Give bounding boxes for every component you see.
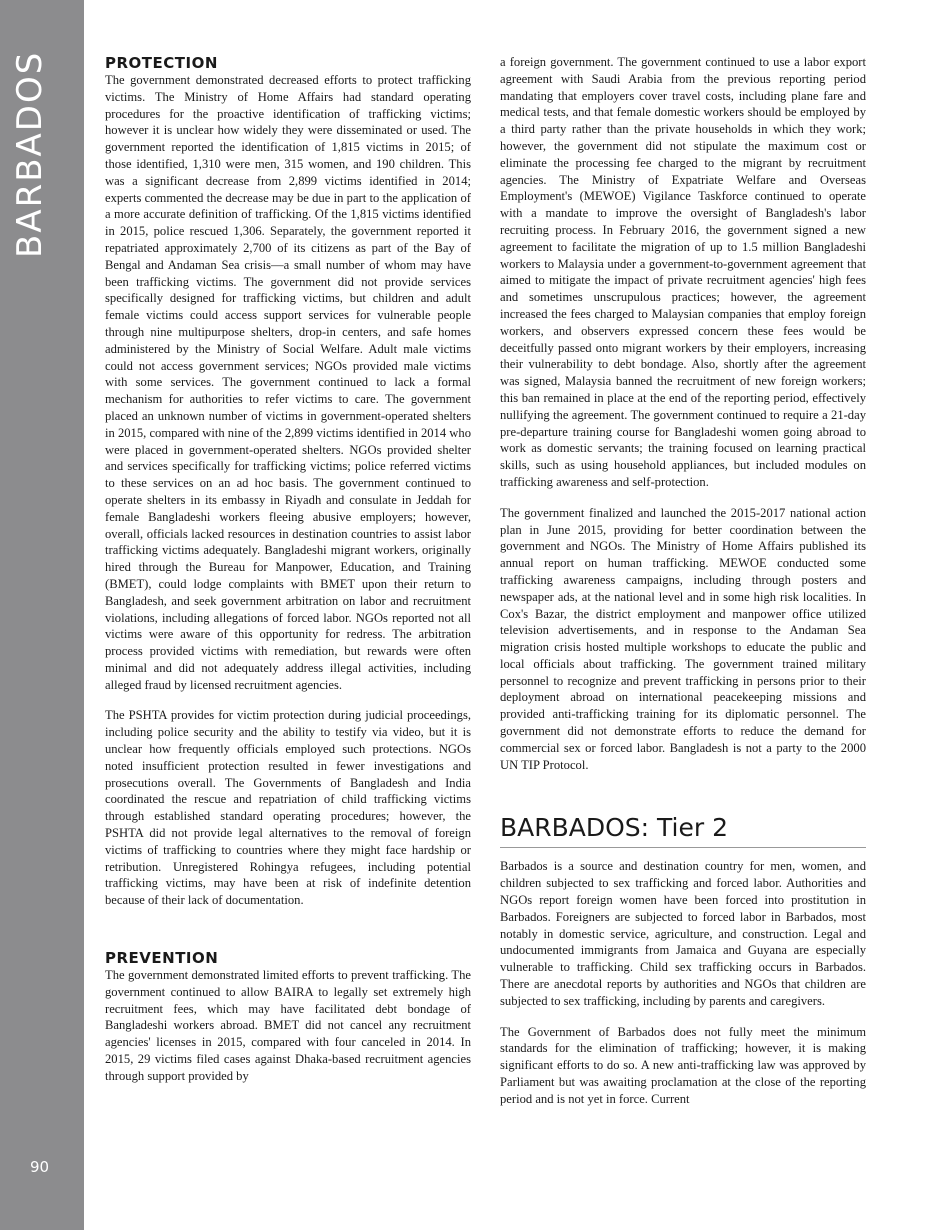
prevention-heading: PREVENTION [105,949,219,968]
protection-paragraph-1: The government demonstrated decreased efforts to protect trafficking victims. The Ministry of Home Affairs had standard operating procedures for the proactive identification of trafficking victims; however it is unclear how widely they were disseminated or used. The government reported the identification of 1,815 victims in 2015; of those identified, 1,310 were men, 315 women, and 190 children. This was a significant decrease from 2,899 victims identified in 2014; experts commented the decrease may be due in part to the application of a more accurate definition of trafficking. Of the 1,815 victims identified in 2015, police rescued 1,306. Separately, the government reported it repatriated approximately 2,700 of its citizens as part of the Bay of Bengal and Andaman Sea crisis—a small number of whom may have been trafficking victims. The government did not provide services specifically designed for trafficking victims, but children and adult female victims could access support services for vulnerable people through nine multipurpose shelters, drop-in centers, and safe homes administered by the Ministry of Social Welfare. Adult male victims could not access government services; NGOs provided male victims with some services. The government continued to lack a formal mechanism for authorities to refer victims to care. The government placed an unknown number of victims in government-operated shelters in 2015, compared with nine of the 2,899 victims identified in 2014 who were placed in government-operated shelters. NGOs provided shelter and services specifically for trafficking victims; police referred victims to these services on an ad hoc basis. The government continued to operate shelters in its embassy in Riyadh and consulate in Jeddah for female Bangladeshi workers fleeing abusive employers; however, overall, officials lacked resources in destination countries to assist labor trafficking victims adequately. Bangladeshi migrant workers, originally hired through the Bureau for Manpower, Education, and Training (BMET), could lodge complaints with BMET upon their return to Bangladesh, and seek government arbitration on labor and recruitment violations, including allegations of forced labor. NGOs reported not all victims were aware of this opportunity for redress. The arbitration process provided victims with remediation, but rewards were often minimal and did not adequately address illegal activities, including alleged fraud by licensed recruitment agencies. [105,73,471,692]
barbados-paragraph-2: The Government of Barbados does not fully meet the minimum standards for the elimination of trafficking; however, it is making significant efforts to do so. A new anti-trafficking law was approved by Parliament but was awaiting proclamation at the close of the reporting period and is not yet in force. Current [500,1024,866,1106]
left-column [105,54,471,1099]
prevention-paragraph-3: The government finalized and launched the 2015-2017 national action plan in June 2015, providing for better coordination between the government and NGOs. The Ministry of Home Affairs published its annual report on human trafficking. MEWOE conducted some trafficking awareness campaigns, including through posters and newspaper ads, at the national level and in some high risk localities. In Cox's Bazar, the district employment and manpower office utilized television advertisements, and in response to the Andaman Sea migration crisis hosted multiple workshops to educate the public and local officials about trafficking. The government trained military personnel to recognize and prevent trafficking in persons prior to their deployment abroad on international peacekeeping missions and provided anti-trafficking training for its diplomatic personnel. The government did not demonstrate efforts to reduce the demand for commercial sex or forced labor. Bangladesh is not a party to the 2000 UN TIP Protocol. [500,505,866,772]
country-tier-heading: BARBADOS: Tier 2 [500,813,866,848]
sidebar [0,0,84,1230]
prevention-paragraph-2: a foreign government. The government continued to use a labor export agreement with Saudi Arabia from the previous reporting period mandating that employers cover travel costs, including plane fare and medical tests, and that female domestic workers should be employed by a third party rather than the private households in which they work; however, the government did not stipulate the maximum cost or eliminate the processing fee charged to the migrant by recruitment agencies. The Ministry of Expatriate Welfare and Overseas Employment's (MEWOE) Vigilance Taskforce continued to operate with a mandate to improve the oversight of Bangladesh's labor recruiting process. In February 2016, the government signed a new agreement to facilitate the migration of up to 1.5 million Bangladeshi workers to Malaysia under a government-to-government agreement that aimed to mitigate the impact of private recruitment agencies' high fees and sometimes unscrupulous practices; however, the agreement increased the fees charged to Malaysian companies that employ foreign workers, and observers expressed concern these fees would be deceitfully passed onto migrant workers by their employers, increasing their vulnerability to debt bondage. Also, shortly after the agreement was signed, Malaysia banned the recruitment of new foreign workers; this ban remained in place at the end of the reporting period, effectively nullifying the agreement. The government continued to require a 21-day pre-departure training course for Bangladeshi women going abroad to work as domestic servants; the training focused on learning practical skills, such as using household appliances, but included modules on trafficking awareness and self-protection. [500,55,866,489]
right-column [500,54,866,1122]
prevention-paragraph-1: The government demonstrated limited efforts to prevent trafficking. The government continued to allow BAIRA to legally set extremely high recruitment fees, which may have facilitated debt bondage of Bangladeshi workers abroad. BMET did not cancel any recruitment agencies' licenses in 2015, compared with four canceled in 2014. In 2015, 29 victims filed cases against Dhaka-based recruitment agencies through support provided by [105,968,471,1083]
protection-heading: PROTECTION [105,54,218,72]
barbados-paragraph-1: Barbados is a source and destination country for men, women, and children subjected to sex trafficking and forced labor. Authorities and NGOs report foreign women have been forced into prostitution in Barbados. Foreigners are subjected to forced labor in Barbados, most notably in domestic service, agriculture, and construction. Legal and undocumented immigrants from Jamaica and Guyana are especially vulnerable to trafficking. Child sex trafficking occurs in Barbados. There are anecdotal reports by authorities and NGOs that children are subjected to sex trafficking, including by parents and caregivers. [500,859,866,1008]
protection-paragraph-2: The PSHTA provides for victim protection during judicial proceedings, including police security and the ability to testify via video, but it is unclear how frequently officials employed such protections. NGOs noted insufficient protection resulted in fewer investigations and prosecutions overall. The Governments of Bangladesh and India coordinated the rescue and repatriation of child trafficking victims through established standard operating procedures; however, the PSHTA did not provide legal alternatives to the removal of foreign victims of trafficking to countries where they might face hardship or retribution. Unregistered Rohingya refugees, including potential trafficking victims, may have been at risk of indefinite detention because of their lack of documentation. [105,708,471,908]
page-number: 90 [30,1158,50,1176]
sidebar-country-title: BARBADOS [10,50,50,258]
